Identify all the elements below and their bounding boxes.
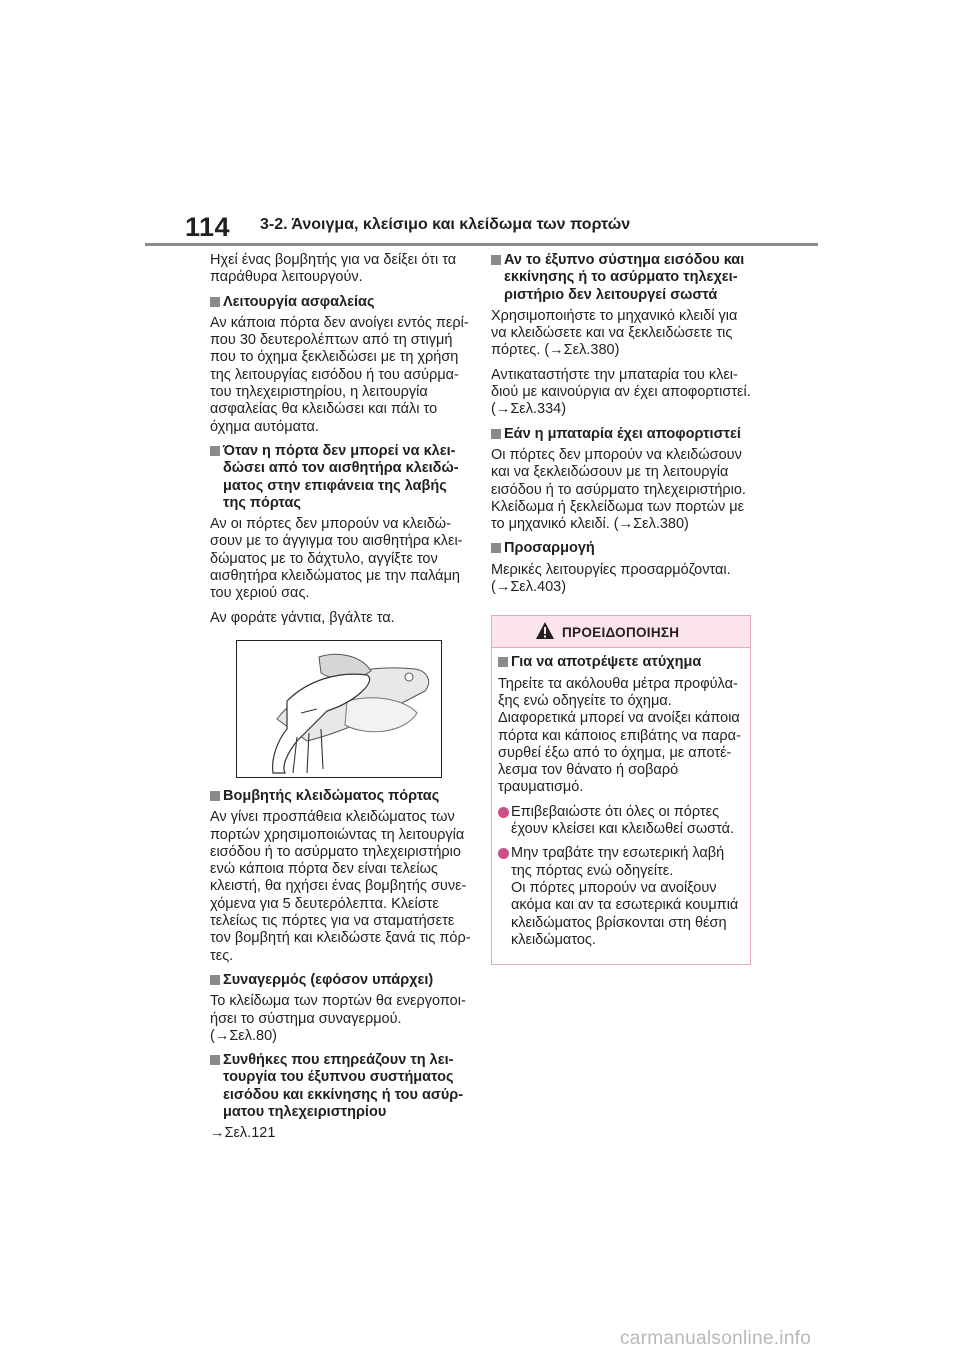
right-column xyxy=(491,252,753,965)
body-paragraph: Αν γίνει προσπάθεια κλειδώματος των πορτών χρησιμοποιώντας τη λειτουργία εισόδου ή το ασύρματο τηλεχειριστήριο ενώ κάποια πόρτα δεν είναι τελείως κλειστή, θα ηχήσει ένας βομβητής συνε- χόμενα για 5 δευτερόλεπτα. Κλείστε τελείως τις πόρτες για να σταματήσετε τον βομβητή και κλειδώστε ξανά τις πόρ- τες. xyxy=(210,809,471,964)
bullet-text: Μην τραβάτε την εσωτερική λαβή της πόρτας ενώ οδηγείτε. Οι πόρτες μπορούν να ανοίξουν ακόμα και αν τα εσωτερικά κουμπιά κλειδώματος βρίσκονται στη θέση κλειδώματος. xyxy=(511,845,739,948)
left-column xyxy=(210,252,478,1150)
heading-text: Αν το έξυπνο σύστημα εισόδου και εκκίνησης ή το ασύρματο τηλεχει- ριστήριο δεν λειτουργεί σωστά xyxy=(504,252,745,303)
heading-text: Λειτουργία ασφαλείας xyxy=(223,293,375,310)
intro-paragraph: Ηχεί ένας βομβητής για να δείξει ότι τα παράθυρα λειτουργούν. xyxy=(210,252,457,286)
body-paragraph: Αν κάποια πόρτα δεν ανοίγει εντός περί- που 30 δευτερολέπτων από τη στιγμή που το όχημα ξεκλειδώσει με τη χρήση της λειτουργίας εισόδου ή του ασύρμα- του τηλεχειριστηρίου, η λειτουργία ασφαλείας θα κλειδώσει και πάλι το όχημα αυτόματα. xyxy=(210,314,469,435)
section-heading xyxy=(210,972,478,989)
square-bullet-icon xyxy=(210,446,220,456)
warning-title: ΠΡΟΕΙΔΟΠΟΙΗΣΗ xyxy=(562,625,680,641)
body-paragraph: Αντικαταστήστε την μπαταρία του κλει- διού με καινούργια αν έχει αποφορτιστεί. (→Σελ.334) xyxy=(491,366,751,418)
warning-triangle-icon xyxy=(535,621,555,640)
hand-illustration-icon xyxy=(237,641,441,777)
heading-text: Συναγερμός (εφόσον υπάρχει) xyxy=(223,971,434,988)
page-header xyxy=(0,0,960,250)
body-paragraph: Αν οι πόρτες δεν μπορούν να κλειδώ- σουν με το άγγιγμα του αισθητήρα κλει- δώματος με το δάχτυλο, αγγίξτε τον αισθητήρα κλειδώματος με την παλάμη του χεριού σας. xyxy=(210,516,463,602)
body-paragraph: Μερικές λειτουργίες προσαρμόζονται. (→Σελ.403) xyxy=(491,561,731,596)
square-bullet-icon xyxy=(210,975,220,985)
heading-text: Συνθήκες που επηρεάζουν τη λει- τουργία του έξυπνου συστήματος εισόδου και εκκίνησης ή του ασύρ- ματου τηλεχειριστηρίου xyxy=(223,1052,464,1120)
page-number: 114 xyxy=(185,212,231,242)
heading-text: Για να αποτρέψετε ατύχημα xyxy=(511,654,702,671)
section-heading xyxy=(491,540,753,557)
warning-bullet xyxy=(498,845,744,949)
body-paragraph: Χρησιμοποιήστε το μηχανικό κλειδί για να κλειδώσετε και να ξεκλειδώσετε τις πόρτες. (→Σελ.380) xyxy=(491,307,738,359)
square-bullet-icon xyxy=(498,657,508,667)
warning-body xyxy=(492,648,750,949)
square-bullet-icon xyxy=(491,429,501,439)
warning-paragraph: Τηρείτε τα ακόλουθα μέτρα προφύλα- ξης ενώ οδηγείτε το όχημα. Διαφορετικά μπορεί να ανοίξει κάποια πόρτα και κάποιος επιβάτης να παρα- συρθεί έξω από το όχημα, με αποτέ- λεσμα τον θάνατο ή σοβαρό τραυματισμό. xyxy=(498,675,741,796)
heading-text: Βομβητής κλειδώματος πόρτας xyxy=(223,787,440,804)
square-bullet-icon xyxy=(491,255,501,265)
square-bullet-icon xyxy=(210,1055,220,1065)
header-divider xyxy=(145,243,818,246)
square-bullet-icon xyxy=(491,543,501,553)
warning-header xyxy=(492,616,750,648)
heading-text: Όταν η πόρτα δεν μπορεί να κλει- δώσει από τον αισθητήρα κλειδώ- ματος στην επιφάνεια της λαβής της πόρτας xyxy=(223,442,459,511)
body-paragraph: Αν φοράτε γάντια, βγάλτε τα. xyxy=(210,609,395,626)
section-title: 3-2. Άνοιγμα, κλείσιμο και κλείδωμα των πορτών xyxy=(260,216,631,233)
hand-on-door-handle-illustration xyxy=(236,640,442,778)
square-bullet-icon xyxy=(210,791,220,801)
page-reference: →Σελ.121 xyxy=(210,1125,276,1142)
watermark: carmanualsonline.info xyxy=(620,1328,812,1349)
warning-heading xyxy=(498,654,744,671)
heading-text: Εάν η μπαταρία έχει αποφορτιστεί xyxy=(504,425,741,442)
section-heading xyxy=(210,788,478,805)
heading-text: Προσαρμογή xyxy=(504,540,595,557)
round-bullet-icon xyxy=(498,848,509,859)
square-bullet-icon xyxy=(210,297,220,307)
round-bullet-icon xyxy=(498,807,509,818)
bullet-text: Επιβεβαιώστε ότι όλες οι πόρτες έχουν κλείσει και κλειδωθεί σωστά. xyxy=(511,803,735,838)
section-heading xyxy=(210,294,478,311)
section-heading xyxy=(210,1052,478,1121)
section-heading xyxy=(491,252,753,304)
warning-box xyxy=(491,615,751,965)
section-heading xyxy=(210,443,478,512)
section-heading xyxy=(491,426,753,443)
body-paragraph: Το κλείδωμα των πορτών θα ενεργοποι- ήσει το σύστημα συναγερμού. (→Σελ.80) xyxy=(210,993,466,1044)
body-paragraph: Οι πόρτες δεν μπορούν να κλειδώσουν και να ξεκλειδώσουν με τη λειτουργία εισόδου ή το ασύρματο τηλεχειριστήριο. Κλείδωμα ή ξεκλείδωμα των πορτών με το μηχανικό κλειδί. (→Σελ.380) xyxy=(491,446,746,533)
warning-bullet xyxy=(498,804,744,839)
